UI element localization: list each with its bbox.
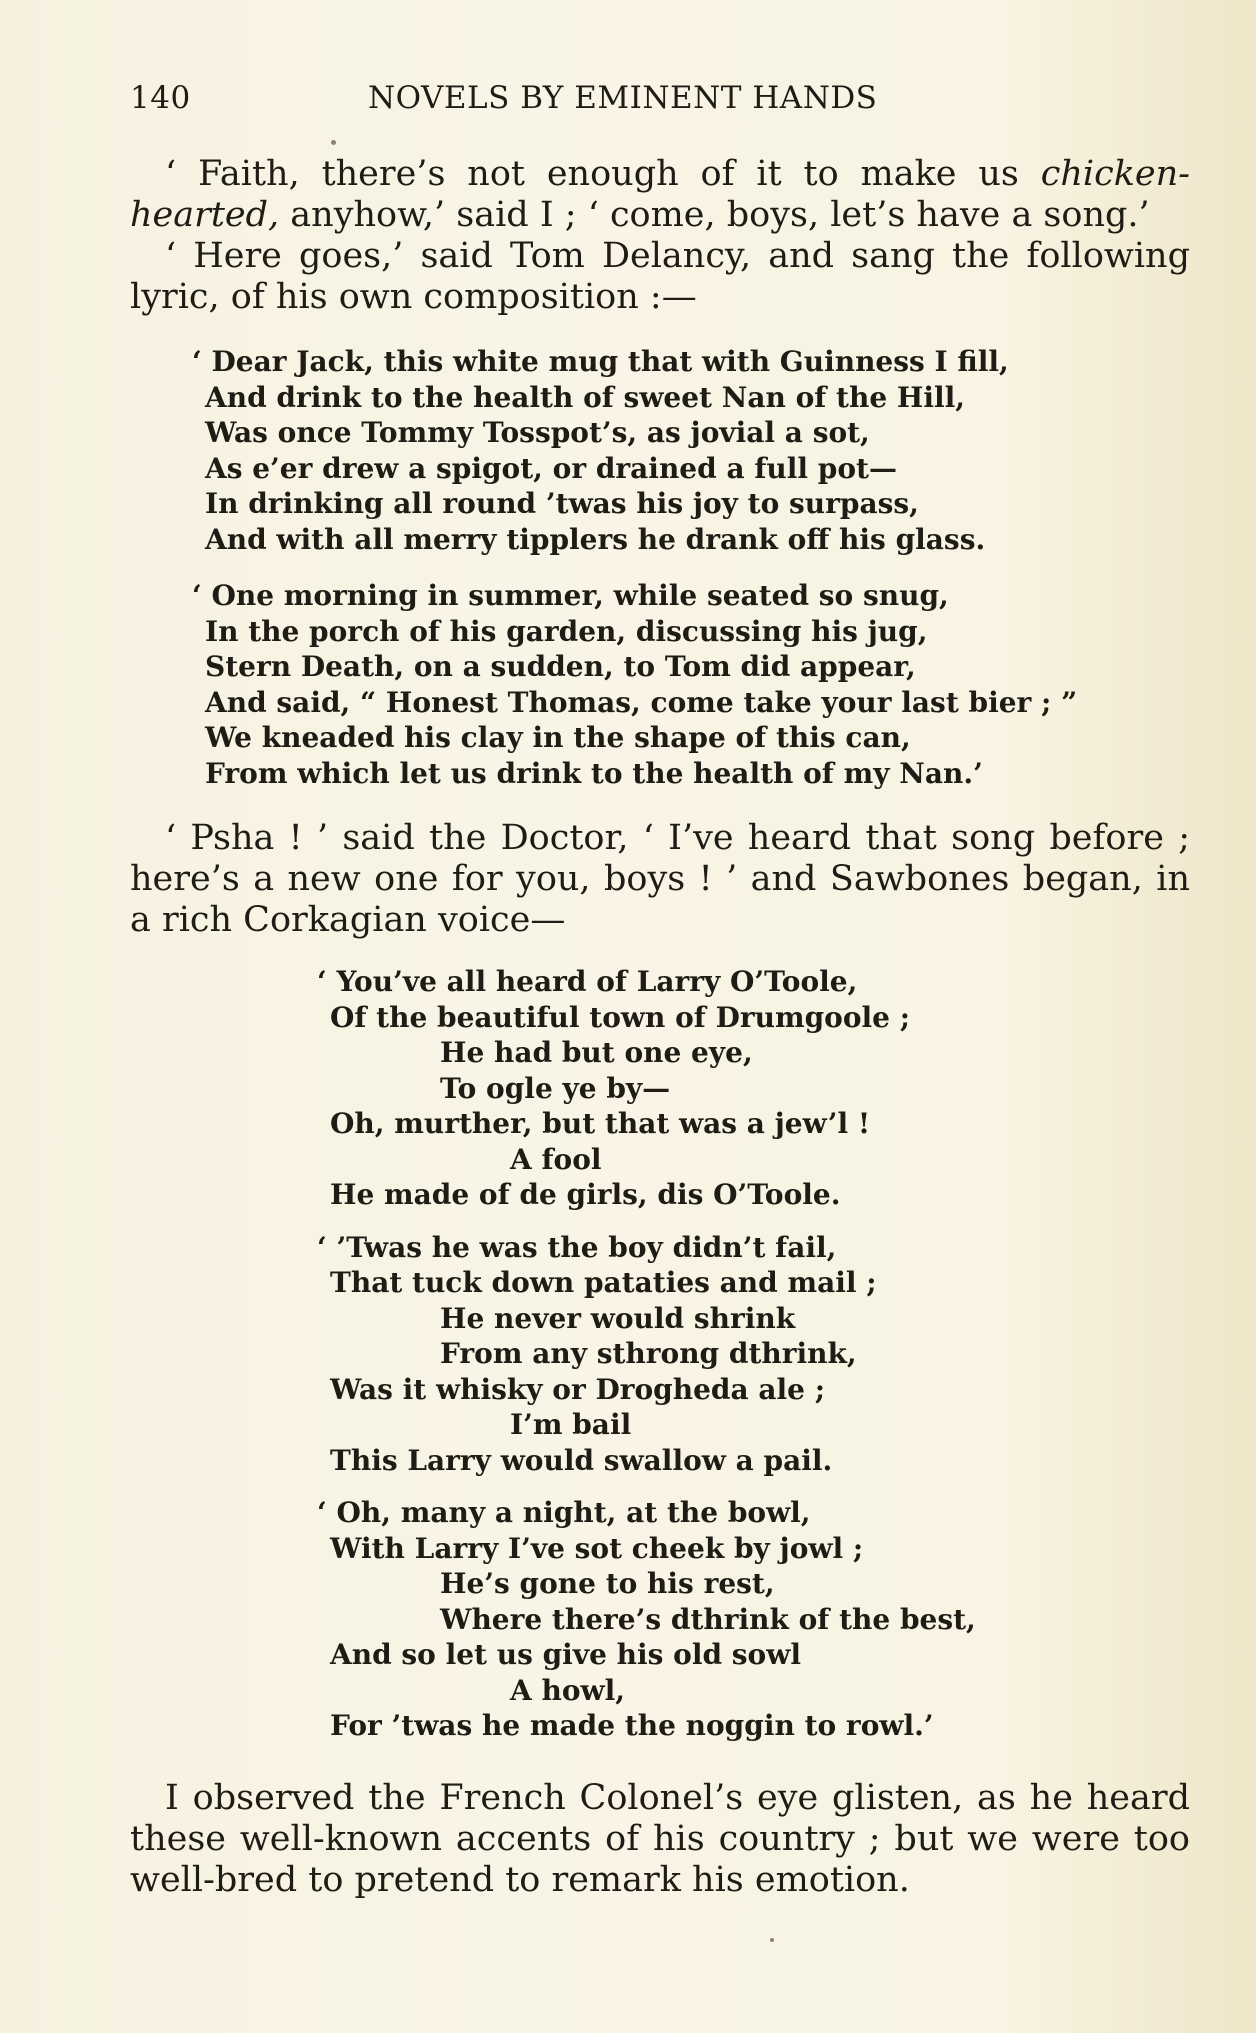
verse-line: With Larry I’ve sot cheek by jowl ; (330, 1531, 864, 1565)
paragraph (130, 154, 1190, 236)
verse-line: A fool (510, 1142, 602, 1176)
verse-line: For ’twas he made the noggin to rowl.’ (330, 1709, 934, 1742)
verse-line: Of the beautiful town of Drumgoole ; (330, 1000, 911, 1034)
running-header (130, 80, 1190, 124)
opening-paragraphs (130, 154, 1190, 318)
verse-line: He made of de girls, dis O’Toole. (330, 1178, 841, 1211)
ink-speck (331, 140, 336, 145)
verse-line: And said, “ Honest Thomas, come take your last bier ; ” (205, 685, 1078, 719)
verse-line: As e’er drew a spigot, or drained a full pot— (205, 451, 897, 485)
verse-line: And so let us give his old sowl (330, 1638, 801, 1671)
verse-line: ‘ One morning in summer, while seated so snug, (192, 579, 949, 612)
verse-line: And with all merry tipplers he drank off his glass. (205, 522, 986, 556)
italic-text: chicken- (1040, 154, 1190, 194)
ballad-poem (317, 964, 1130, 1761)
stanza (317, 1230, 1130, 1479)
paragraph: ‘ Here goes,’ said Tom Delancy, and sang the following lyric, of his own composition :— (130, 236, 1190, 317)
verse-line: ‘ ’Twas he was the boy didn’t fail, (317, 1230, 837, 1264)
ink-speck (770, 1938, 774, 1942)
verse-line: Stern Death, on a sudden, to Tom did appear, (205, 650, 916, 683)
closing-paragraph (130, 1778, 1190, 1901)
verse-line: He never would shrink (440, 1301, 796, 1335)
verse-line: From any sthrong dthrink, (440, 1337, 857, 1370)
verse-line: A howl, (510, 1673, 625, 1707)
verse-line: Where there’s dthrink of the best, (440, 1602, 976, 1636)
verse-line: In drinking all round ’twas his joy to surpass, (205, 487, 919, 520)
verse-line: Was once Tommy Tosspot’s, as jovial a sot, (205, 416, 870, 449)
stanza (317, 964, 1130, 1213)
verse-line: I’m bail (510, 1408, 632, 1441)
paragraph: I observed the French Colonel’s eye glisten, as he heard these well-known accents of his country ; but we were too well-bred to pretend to remark his emotion. (130, 1778, 1190, 1900)
middle-paragraph (130, 818, 1190, 941)
verse-line: To ogle ye by— (440, 1071, 671, 1105)
verse-line: ‘ Oh, many a night, at the bowl, (317, 1496, 811, 1529)
text-run: ‘ Faith, there’s not enough of it to make us (165, 154, 1041, 194)
stanza (192, 344, 1165, 557)
paragraph: ‘ Psha ! ’ said the Doctor, ‘ I’ve heard that song before ; here’s a new one for you, boys ! ’ and Sawbones began, in a rich Corkagian voice— (130, 818, 1190, 940)
verse-line: Was it whisky or Drogheda ale ; (330, 1372, 826, 1406)
lyric-poem (192, 344, 1165, 812)
italic-text: hearted, (130, 195, 280, 235)
stanza (192, 578, 1165, 791)
text-run: anyhow,’ said I ; ‘ come, boys, let’s have a song.’ (279, 195, 1150, 235)
stanza (317, 1495, 1130, 1744)
verse-line: He had but one eye, (440, 1036, 753, 1069)
running-title: NOVELS BY EMINENT HANDS (368, 80, 878, 116)
verse-line: That tuck down pataties and mail ; (330, 1266, 877, 1299)
verse-line: And drink to the health of sweet Nan of the Hill, (205, 380, 966, 414)
verse-line: We kneaded his clay in the shape of this can, (205, 721, 911, 754)
verse-line: From which let us drink to the health of my Nan.’ (205, 756, 983, 790)
verse-line: He’s gone to his rest, (440, 1567, 775, 1600)
verse-line: ‘ Dear Jack, this white mug that with Guinness I fill, (192, 345, 1009, 378)
verse-line: ‘ You’ve all heard of Larry O’Toole, (317, 965, 858, 998)
verse-line: In the porch of his garden, discussing his jug, (205, 614, 928, 648)
verse-line: This Larry would swallow a pail. (330, 1443, 833, 1477)
verse-line: Oh, murther, but that was a jew’l ! (330, 1107, 871, 1140)
page-number: 140 (130, 80, 191, 116)
